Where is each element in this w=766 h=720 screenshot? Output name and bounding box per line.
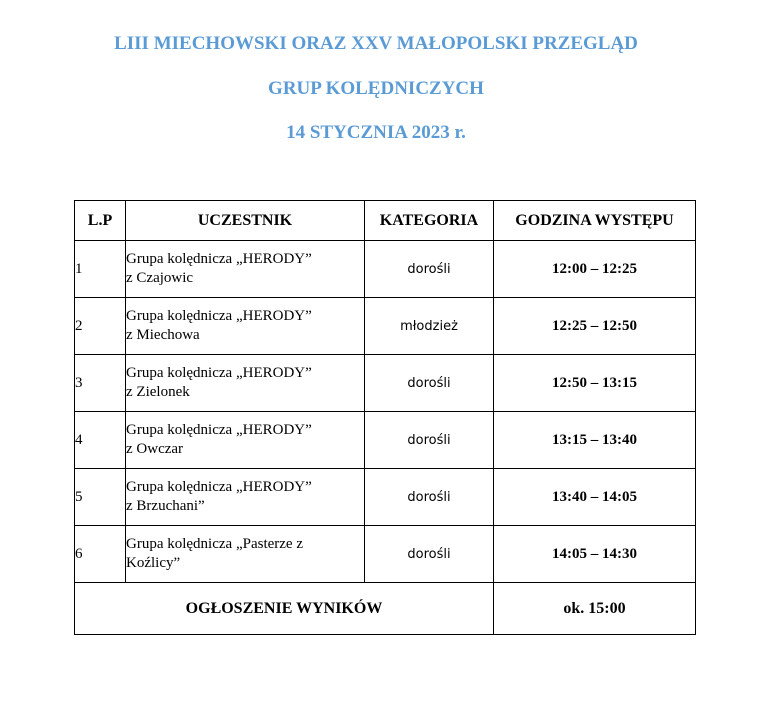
performance-time: 13:15 – 13:40 bbox=[494, 412, 696, 469]
performance-time: 14:05 – 14:30 bbox=[494, 526, 696, 583]
column-header-lp: L.P bbox=[75, 201, 126, 241]
performance-time: 12:25 – 12:50 bbox=[494, 298, 696, 355]
column-header-time: GODZINA WYSTĘPU bbox=[494, 201, 696, 241]
performance-time: 13:40 – 14:05 bbox=[494, 469, 696, 526]
performance-time: 12:00 – 12:25 bbox=[494, 241, 696, 298]
schedule-table bbox=[74, 200, 696, 635]
participant-name bbox=[126, 298, 365, 355]
row-number: 4 bbox=[75, 412, 126, 469]
row-number: 6 bbox=[75, 526, 126, 583]
participant-origin-line: z Miechowa bbox=[126, 327, 200, 343]
participant-name-line: Grupa kolędnicza „HERODY” bbox=[126, 365, 312, 381]
participant-name bbox=[126, 526, 365, 583]
participant-origin-line: z Czajowic bbox=[126, 270, 194, 286]
participant-name bbox=[126, 469, 365, 526]
participant-name-line: Grupa kolędnicza „HERODY” bbox=[126, 308, 312, 324]
category-cell: dorośli bbox=[365, 241, 494, 298]
participant-name bbox=[126, 241, 365, 298]
table-row bbox=[75, 241, 696, 298]
participant-origin-line: z Owczar bbox=[126, 441, 184, 457]
row-number: 5 bbox=[75, 469, 126, 526]
table-row bbox=[75, 526, 696, 583]
table-row bbox=[75, 469, 696, 526]
results-row bbox=[75, 583, 696, 635]
column-header-participant: UCZESTNIK bbox=[126, 201, 365, 241]
participant-name bbox=[126, 412, 365, 469]
title-line-2: GRUP KOLĘDNICZYCH bbox=[268, 78, 484, 99]
table-row bbox=[75, 412, 696, 469]
table-header-row bbox=[75, 201, 696, 241]
participant-name bbox=[126, 355, 365, 412]
row-number: 2 bbox=[75, 298, 126, 355]
participant-origin-line: z Brzuchani” bbox=[126, 498, 205, 514]
title-line-1: LIII MIECHOWSKI ORAZ XXV MAŁOPOLSKI PRZEGLĄD bbox=[114, 33, 638, 54]
performance-time: 12:50 – 13:15 bbox=[494, 355, 696, 412]
participant-name-line: Grupa kolędnicza „Pasterze z bbox=[126, 536, 303, 552]
results-announcement-time: ok. 15:00 bbox=[494, 583, 696, 635]
participant-name-line: Grupa kolędnicza „HERODY” bbox=[126, 479, 312, 495]
table-row bbox=[75, 298, 696, 355]
participant-name-line: Grupa kolędnicza „HERODY” bbox=[126, 422, 312, 438]
row-number: 1 bbox=[75, 241, 126, 298]
category-cell: młodzież bbox=[365, 298, 494, 355]
category-cell: dorośli bbox=[365, 412, 494, 469]
category-cell: dorośli bbox=[365, 355, 494, 412]
results-announcement-label: OGŁOSZENIE WYNIKÓW bbox=[75, 583, 494, 635]
participant-name-line: Grupa kolędnicza „HERODY” bbox=[126, 251, 312, 267]
category-cell: dorośli bbox=[365, 469, 494, 526]
row-number: 3 bbox=[75, 355, 126, 412]
column-header-category: KATEGORIA bbox=[365, 201, 494, 241]
participant-origin-line: Koźlicy” bbox=[126, 555, 181, 571]
category-cell: dorośli bbox=[365, 526, 494, 583]
table-row bbox=[75, 355, 696, 412]
participant-origin-line: z Zielonek bbox=[126, 384, 190, 400]
event-date: 14 STYCZNIA 2023 r. bbox=[286, 122, 466, 143]
